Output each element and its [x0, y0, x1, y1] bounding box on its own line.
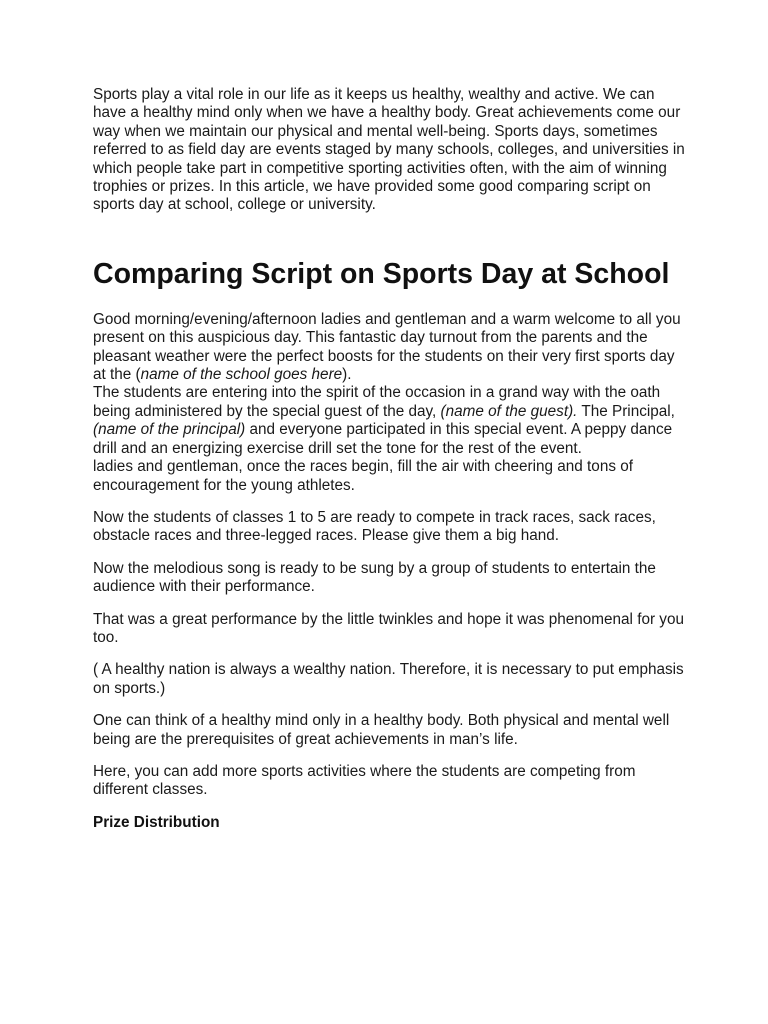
races-text: ladies and gentleman, once the races begin, fill the air with cheering and tons of encouragement for the young athletes. [93, 458, 633, 494]
paragraph-races: Now the students of classes 1 to 5 are ready to compete in track races, sack races, obstacle races and three-legged races. Please give them a big hand. [93, 508, 656, 545]
page-title: Comparing Script on Sports Day at School [93, 257, 670, 290]
oath-text-end: and everyone participated in this special event. A peppy dance drill and an energizing exercise drill set the tone for the rest of the event. [93, 421, 673, 457]
principal-placeholder: (name of the principal) [93, 421, 246, 439]
paragraph-song: Now the melodious song is ready to be sung by a group of students to entertain the audience with their performance. [93, 559, 656, 596]
welcome-text: Good morning/evening/afternoon ladies and gentleman and a warm welcome to all you present on this auspicious day. This fantastic day turnout from the parents and the pleasant weather were the perfect boosts for the students on their very first sports day at the ( [93, 310, 681, 384]
welcome-text-end: ). [342, 366, 352, 384]
paragraph-healthy-nation: ( A healthy nation is always a wealthy nation. Therefore, it is necessary to put emphasis on sports.) [93, 661, 684, 697]
school-placeholder: name of the school goes here [140, 366, 343, 384]
intro-paragraph: Sports play a vital role in our life as it keeps us healthy, wealthy and active. We can have a healthy mind only when we have a healthy body. Great achievements come our way when we maintain our physical and mental well-being. Sports days, sometimes referred to as field day are events staged by many schools, colleges, and universities in which people take part in competitive sporting activities often, with the aim of winning trophies or prizes. In this article, we have provided some good comparing script on sports day at school, college or university. [93, 86, 685, 214]
section-subheading: Prize Distribution [93, 813, 220, 831]
guest-placeholder: (name of the guest). [440, 402, 578, 420]
principal-intro-text: The Principal, [577, 402, 675, 420]
paragraph-more-activities: Here, you can add more sports activities where the students are competing from different classes. [93, 762, 636, 799]
paragraph-healthy-mind: One can think of a healthy mind only in a healthy body. Both physical and mental well being are the prerequisites of great achievements in man’s life. [93, 712, 670, 748]
oath-text: The students are entering into the spirit of the occasion in a grand way with the oath being administered by the special guest of the day, [93, 384, 661, 420]
document-page [93, 86, 685, 832]
paragraph-performance: That was a great performance by the little twinkles and hope it was phenomenal for you too. [93, 610, 684, 646]
welcome-paragraph [93, 311, 685, 495]
